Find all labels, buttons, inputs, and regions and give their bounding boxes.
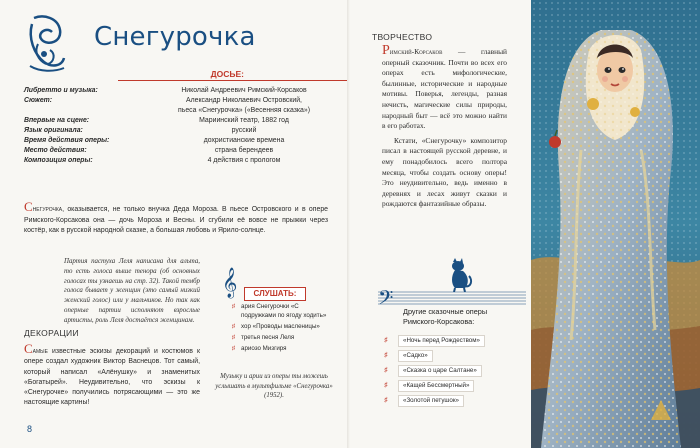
creativity-paragraph [382, 43, 507, 132]
sharp-icon: ♯ [232, 344, 236, 352]
dossier-value: Мариинский театр, 1882 год [199, 117, 289, 124]
dossier-row [24, 86, 354, 96]
dossier-value-line1: Александр Николаевич Островский, [186, 97, 302, 104]
list-item [232, 334, 332, 343]
creativity-heading: ТВОРЧЕСТВО [372, 32, 433, 42]
page-number: 8 [27, 424, 33, 434]
listen-item-text: ария Снегурочки «С подружками по ягоду ходить» [241, 303, 327, 319]
dossier-label: Либретто и музыка: [24, 87, 98, 94]
dossier-row [24, 116, 354, 126]
decorations-text: известные эскизы декораций и костюмов к опере создал художник Виктор Васнецов. Тот самый, который написал «Алёнушку» и знаменитых «Богатырей». Неудивительно, что эскизы к «Снегурочке» получились потрясающими — это же настоящие картины! [24, 348, 200, 407]
decorations-paragraph [24, 341, 200, 409]
dossier-row [24, 156, 354, 166]
sharp-icon: ♯ [384, 337, 388, 344]
dossier-value: Николай Андреевич Римский-Корсаков [181, 87, 307, 94]
creativity-p1: — главный оперный сказочник. Почти во всех его операх есть мифологические, былинные, исторические и народные мотивы. Поверья, легенды, разная нечисть, магические силы природы, народный быт — всё это можно найти в его работах. [382, 47, 507, 131]
dossier-table [24, 86, 354, 166]
dossier-heading: ДОСЬЕ: [210, 69, 244, 79]
decorations-smallcaps: амые [32, 348, 48, 355]
dossier-value: дохристианские времена [203, 137, 285, 144]
dossier-row [24, 96, 354, 116]
listen-item-text: ариозо Мизгиря [241, 344, 287, 352]
dossier-value-line2: пьеса «Снегурочка» («Весенняя сказка») [178, 107, 310, 114]
dossier-label: Впервые на сцене: [24, 117, 90, 124]
dossier-row [24, 136, 354, 146]
opera-title: «Сказка о царе Салтане» [398, 365, 482, 377]
opera-title: «Садко» [398, 350, 433, 362]
cat-icon [445, 258, 475, 292]
other-operas-list [384, 333, 524, 408]
list-item [384, 333, 524, 348]
drop-cap: С [24, 199, 33, 214]
dossier-label: Композиция оперы: [24, 157, 93, 164]
sharp-icon: ♯ [232, 322, 236, 330]
dossier-value: страна берендеев [214, 147, 274, 154]
list-item [384, 348, 524, 363]
lead-text: , оказывается, не только внучка Деда Мороза. В пьесе Островского и в опере Римского-Корсакова она — дочь Мороза и Весны. И сгубили её вовсе не прыжки через костёр, как в русской народной сказке, а большая любовь и Ярило-солнце. [24, 206, 328, 234]
list-item [384, 378, 524, 393]
dossier-row [24, 126, 354, 136]
listen-list [232, 303, 332, 356]
list-item [232, 303, 332, 320]
music-note: Музыку и арии из оперы ты можешь услышать в мультфильме «Снегурочка» (1952). [215, 373, 333, 400]
dossier-row [24, 146, 354, 156]
decorations-heading: ДЕКОРАЦИИ [24, 328, 79, 338]
dossier-value: русский [231, 127, 257, 134]
sharp-icon: ♯ [384, 397, 388, 404]
drop-cap: Р [382, 43, 390, 58]
sharp-icon: ♯ [384, 382, 388, 389]
other-operas-heading: Другие сказочные оперы Римского-Корсакова: [403, 307, 523, 326]
dossier-label: Сюжет: [24, 97, 53, 104]
dossier-label: Язык оригинала: [24, 127, 83, 134]
dossier-divider [118, 80, 348, 81]
bass-clef-icon: 𝄢 [378, 286, 394, 314]
list-item [232, 345, 332, 354]
lead-smallcaps: негурочка [32, 206, 63, 213]
listen-heading: СЛУШАТЬ: [244, 287, 306, 301]
list-item [232, 323, 332, 332]
sharp-icon: ♯ [232, 333, 236, 341]
list-item [384, 393, 524, 408]
sharp-icon: ♯ [384, 352, 388, 359]
snow-maiden-illustration [531, 0, 700, 448]
lead-paragraph [24, 199, 328, 237]
listen-item-text: третья песня Леля [241, 333, 295, 341]
dossier-label: Место действия: [24, 147, 87, 154]
opera-title: «Золотой петушок» [398, 395, 464, 407]
treble-clef-icon: 𝄞 [222, 268, 238, 298]
opera-title: «Кащей Бессмертный» [398, 380, 474, 392]
opera-title: «Ночь перед Рождеством» [398, 335, 485, 347]
dossier-value: 4 действия с прологом [207, 157, 281, 164]
creativity-smallcaps: имский-Корсаков [389, 47, 443, 56]
page-title: Снегурочка [94, 22, 256, 52]
sharp-icon: ♯ [384, 367, 388, 374]
ornament-icon [24, 14, 70, 74]
lel-aside-note: Партия пастуха Леля написана для альта, то есть голоса выше тенора (об основных голосах ты узнаешь на стр. 32). Такой тембр голоса бывает у женщин (это самый низкий женский голос) или у мальчиков. Но так как оперные партии исполняют взрослые артисты, роль Леля достаётся женщинам. [64, 258, 200, 324]
music-staff [378, 291, 526, 305]
drop-cap: С [24, 341, 33, 356]
dossier-label: Время действия оперы: [24, 137, 110, 144]
listen-item-text: хор «Проводы масленицы» [241, 322, 320, 330]
creativity-text [382, 43, 507, 214]
creativity-paragraph: Кстати, «Снегурочку» композитор писал в настоящей русской деревне, и ему понадобилось всего полтора месяца, чтобы создать основу оперы! Это неудивительно, ведь именно в деревнях и лесах живут сказки и рождаются фантазийные образы. [382, 135, 507, 209]
dossier-value [134, 96, 354, 116]
sharp-icon: ♯ [232, 303, 236, 310]
list-item [384, 363, 524, 378]
